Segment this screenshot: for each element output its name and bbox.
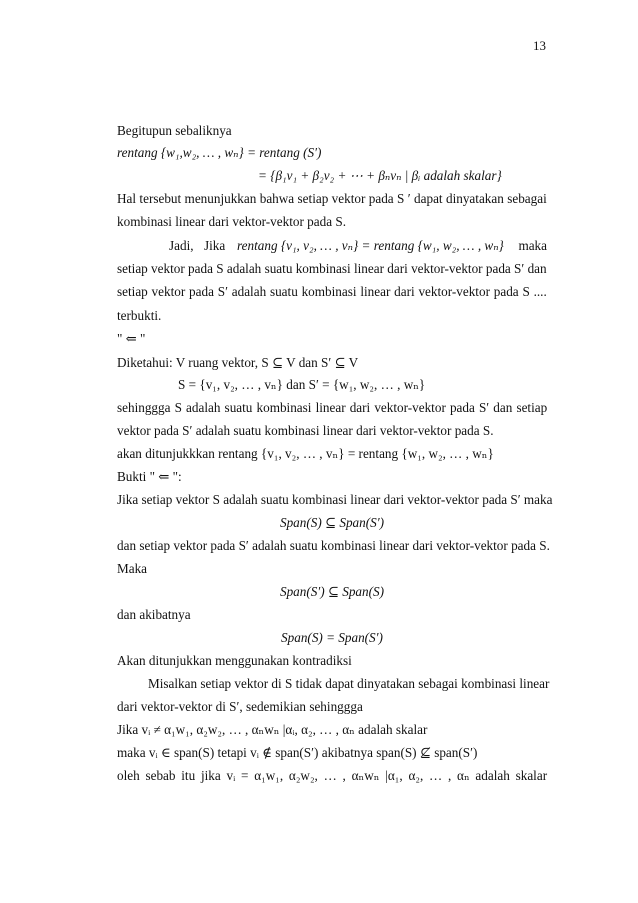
text-line: setiap vektor pada S′ adalah suatu kombinasi linear dari vektor-vektor pada S ....: [117, 284, 547, 299]
text-line: Diketahui: V ruang vektor, S ⊆ V dan S′ ⊆ V: [117, 355, 359, 370]
text-line: kombinasi linear dari vektor-vektor pada S.: [117, 214, 346, 229]
text-line: S = {v₁, v₂, … , vₙ} dan S′ = {w₁, w₂, … , wₙ}: [178, 377, 426, 392]
text-word: maka: [518, 238, 547, 253]
text-line: sehinggga S adalah suatu kombinasi linear dari vektor-vektor pada S′ dan setiap: [117, 400, 548, 415]
math-line: Span(S) = Span(S′): [281, 630, 383, 645]
text-line: oleh sebab itu jika vᵢ = α₁w₁, α₂w₂, … , αₙwₙ |α₁, α₂, … , αₙ adalah skalar: [117, 768, 548, 783]
text-line: Akan ditunjukkan menggunakan kontradiksi: [117, 653, 352, 668]
text-line: terbukti.: [117, 308, 162, 323]
text-line: dan akibatnya: [117, 607, 191, 622]
math-line: rentang {w₁,w₂, … , wₙ} = rentang (S′): [117, 145, 322, 160]
text-line: setiap vektor pada S adalah suatu kombinasi linear dari vektor-vektor pada S′ dan: [117, 261, 547, 276]
text-line: " ⇐ ": [117, 331, 146, 346]
math-line: Span(S′) ⊆ Span(S): [279, 584, 385, 599]
page-number: 13: [533, 38, 546, 53]
text-line: Hal tersebut menunjukkan bahwa setiap vektor pada S ′ dapat dinyatakan sebagai: [117, 191, 547, 206]
text-line: dari vektor-vektor di S′, sedemikian sehinggga: [117, 699, 363, 714]
math-inline: rentang {v₁, v₂, … , vₙ} = rentang {w₁, w₂, … , wₙ}: [237, 238, 504, 253]
text-word: Jadi,: [169, 238, 194, 253]
text-line: Jika setiap vektor S adalah suatu kombinasi linear dari vektor-vektor pada S′ maka: [117, 492, 553, 507]
math-line: = {β₁v₁ + β₂v₂ + ⋯ + βₙvₙ | βᵢ adalah skalar}: [258, 168, 502, 183]
text-line: vektor pada S′ adalah suatu kombinasi linear dari vektor-vektor pada S.: [117, 423, 494, 438]
math-line: Span(S) ⊆ Span(S′): [279, 515, 385, 530]
text-line: Bukti " ⇐ ":: [117, 469, 182, 484]
text-line: Jika vᵢ ≠ α₁w₁, α₂w₂, … , αₙwₙ |αᵢ, α₂, … , αₙ adalah skalar: [117, 722, 428, 737]
text-line: Misalkan setiap vektor di S tidak dapat dinyatakan sebagai kombinasi linear: [148, 676, 550, 691]
text-line: Maka: [117, 561, 148, 576]
text-line: maka vᵢ ∈ span(S) tetapi vᵢ ∉ span(S′) akibatnya span(S) ⊈ span(S′): [117, 745, 478, 760]
text-line: dan setiap vektor pada S′ adalah suatu kombinasi linear dari vektor-vektor pada S.: [117, 538, 550, 553]
text-line: akan ditunjukkkan rentang {v₁, v₂, … , vₙ} = rentang {w₁, w₂, … , wₙ}: [117, 446, 494, 461]
text-word: Jika: [204, 238, 226, 253]
text-line: Begitupun sebaliknya: [117, 123, 232, 138]
